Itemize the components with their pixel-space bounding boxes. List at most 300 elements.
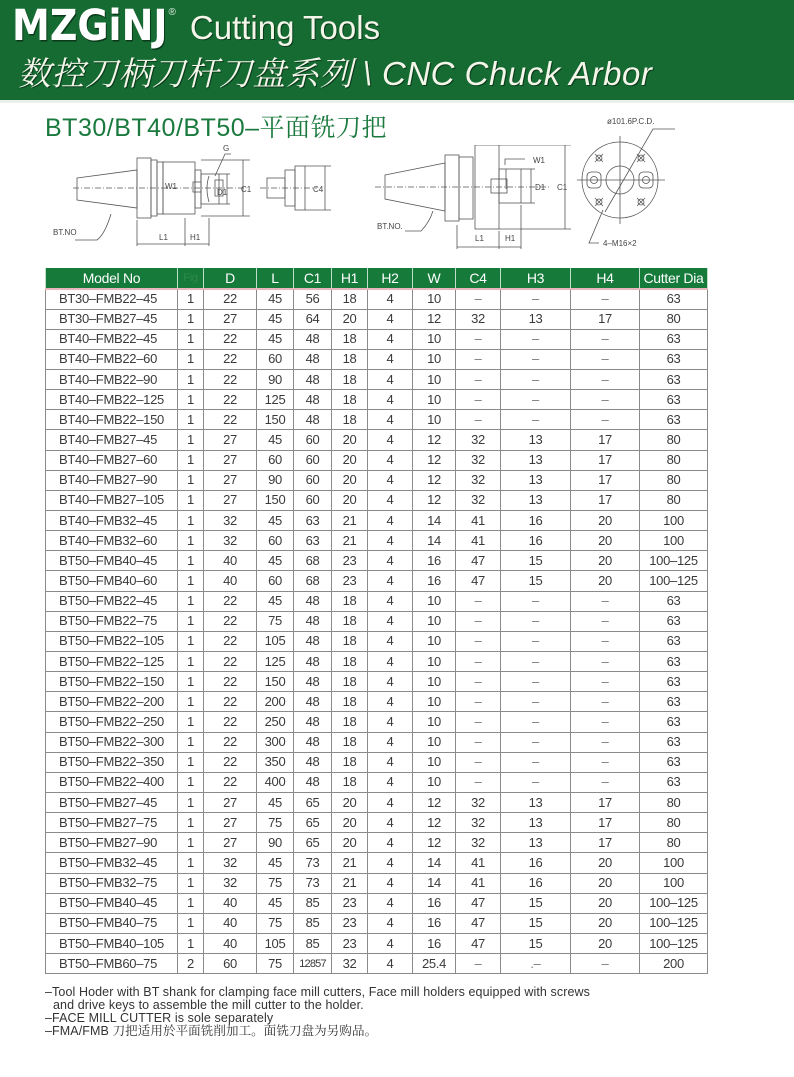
col-header-h4: H4 (571, 268, 640, 289)
cell-c4: 47 (456, 913, 501, 933)
cell-h4: 20 (571, 893, 640, 913)
cell-fig: 1 (178, 631, 204, 651)
cell-l: 75 (257, 873, 294, 893)
cell-fig: 1 (178, 571, 204, 591)
cell-d: 22 (204, 370, 257, 390)
cell-w: 10 (413, 410, 456, 430)
cell-cutter-dia: 100 (640, 531, 708, 551)
cell-h2: 4 (368, 652, 413, 672)
cell-w: 10 (413, 329, 456, 349)
cell-d: 27 (204, 309, 257, 329)
cell-cutter-dia: 63 (640, 591, 708, 611)
cell-h1: 21 (332, 511, 368, 531)
cell-model: BT50–FMB40–45 (46, 893, 178, 913)
cell-cutter-dia: 63 (640, 772, 708, 792)
cell-h3: – (501, 692, 571, 712)
cell-w: 14 (413, 531, 456, 551)
banner-subtitle: 数控刀柄刀杆刀盘系列 \ CNC Chuck Arbor (18, 55, 653, 92)
cell-model: BT50–FMB27–90 (46, 833, 178, 853)
cell-h1: 23 (332, 893, 368, 913)
cell-h3: 16 (501, 511, 571, 531)
cell-w: 16 (413, 551, 456, 571)
cell-c1: 48 (294, 410, 332, 430)
table-row (46, 349, 708, 369)
cell-fig: 1 (178, 490, 204, 510)
cell-w: 10 (413, 692, 456, 712)
cell-h3: 15 (501, 913, 571, 933)
cell-h2: 4 (368, 329, 413, 349)
cell-fig: 1 (178, 732, 204, 752)
cell-w: 14 (413, 511, 456, 531)
cell-h4: 17 (571, 309, 640, 329)
table-row (46, 531, 708, 551)
label-d1: D1 (535, 183, 546, 192)
cell-c4: 32 (456, 833, 501, 853)
cell-h2: 4 (368, 893, 413, 913)
brand-logo: MZGiNJ (12, 0, 168, 51)
cell-fig: 1 (178, 430, 204, 450)
cell-c1: 48 (294, 591, 332, 611)
cell-h3: – (501, 289, 571, 309)
cell-cutter-dia: 100 (640, 853, 708, 873)
cell-h1: 18 (332, 370, 368, 390)
cell-h2: 4 (368, 430, 413, 450)
cell-c1: 60 (294, 430, 332, 450)
cell-d: 40 (204, 571, 257, 591)
cell-h2: 4 (368, 591, 413, 611)
cell-cutter-dia: 63 (640, 752, 708, 772)
cell-c4: 32 (456, 813, 501, 833)
cell-model: BT50–FMB40–60 (46, 571, 178, 591)
cell-c1: 68 (294, 571, 332, 591)
cell-h3: – (501, 410, 571, 430)
cell-l: 300 (257, 732, 294, 752)
cell-h2: 4 (368, 813, 413, 833)
cell-l: 90 (257, 470, 294, 490)
cell-w: 12 (413, 430, 456, 450)
cell-h1: 18 (332, 349, 368, 369)
cell-d: 22 (204, 390, 257, 410)
cell-fig: 1 (178, 591, 204, 611)
cell-h2: 4 (368, 611, 413, 631)
label-h1: H1 (190, 233, 201, 242)
cell-cutter-dia: 63 (640, 410, 708, 430)
cell-h1: 18 (332, 631, 368, 651)
cell-cutter-dia: 63 (640, 370, 708, 390)
cell-c4: – (456, 631, 501, 651)
cell-fig: 1 (178, 329, 204, 349)
cell-h2: 4 (368, 873, 413, 893)
cell-h2: 4 (368, 410, 413, 430)
table-row (46, 370, 708, 390)
cell-c1: 73 (294, 873, 332, 893)
cell-cutter-dia: 100 (640, 511, 708, 531)
table-row (46, 470, 708, 490)
cell-h1: 21 (332, 531, 368, 551)
cell-h4: 20 (571, 511, 640, 531)
cell-l: 90 (257, 370, 294, 390)
cell-c1: 48 (294, 752, 332, 772)
cell-h2: 4 (368, 752, 413, 772)
cell-d: 27 (204, 490, 257, 510)
label-w1: W1 (533, 156, 545, 165)
cell-h2: 4 (368, 370, 413, 390)
cell-h2: 4 (368, 853, 413, 873)
cell-h2: 4 (368, 309, 413, 329)
cell-h3: – (501, 652, 571, 672)
cell-w: 10 (413, 712, 456, 732)
cell-w: 10 (413, 611, 456, 631)
cell-c1: 48 (294, 732, 332, 752)
cell-h1: 18 (332, 772, 368, 792)
cell-model: BT30–FMB27–45 (46, 309, 178, 329)
cell-l: 45 (257, 289, 294, 309)
cell-c1: 60 (294, 470, 332, 490)
col-header-h1: H1 (332, 268, 368, 289)
cell-h4: 17 (571, 470, 640, 490)
cell-h2: 4 (368, 571, 413, 591)
cell-c1: 63 (294, 531, 332, 551)
cell-fig: 1 (178, 672, 204, 692)
cell-h4: 17 (571, 833, 640, 853)
cell-h1: 23 (332, 913, 368, 933)
cell-d: 40 (204, 551, 257, 571)
table-row (46, 813, 708, 833)
cell-w: 16 (413, 893, 456, 913)
cell-model: BT40–FMB27–60 (46, 450, 178, 470)
cell-c1: 48 (294, 370, 332, 390)
col-header-cutter-dia: Cutter Dia (640, 268, 708, 289)
cell-model: BT40–FMB22–60 (46, 349, 178, 369)
cell-w: 10 (413, 370, 456, 390)
cell-w: 16 (413, 934, 456, 954)
cell-model: BT50–FMB22–200 (46, 692, 178, 712)
cell-model: BT40–FMB22–150 (46, 410, 178, 430)
cell-h1: 18 (332, 712, 368, 732)
cell-w: 25.4 (413, 954, 456, 974)
cell-model: BT40–FMB27–90 (46, 470, 178, 490)
fig1-diagram (45, 140, 345, 250)
cell-cutter-dia: 63 (640, 611, 708, 631)
cell-h2: 4 (368, 793, 413, 813)
label-d1: D1 (217, 188, 228, 197)
cell-model: BT50–FMB40–45 (46, 551, 178, 571)
cell-h3: 15 (501, 571, 571, 591)
cell-l: 125 (257, 652, 294, 672)
cell-cutter-dia: 63 (640, 289, 708, 309)
cell-h2: 4 (368, 954, 413, 974)
cell-model: BT30–FMB22–45 (46, 289, 178, 309)
table-row (46, 450, 708, 470)
table-row (46, 833, 708, 853)
cell-h4: 20 (571, 913, 640, 933)
cell-h4: – (571, 611, 640, 631)
cell-w: 10 (413, 631, 456, 651)
cell-h2: 4 (368, 631, 413, 651)
cell-model: BT50–FMB22–75 (46, 611, 178, 631)
cell-fig: 1 (178, 772, 204, 792)
cell-cutter-dia: 80 (640, 793, 708, 813)
cell-h3: – (501, 752, 571, 772)
cell-h3: 13 (501, 490, 571, 510)
cell-model: BT50–FMB22–350 (46, 752, 178, 772)
cell-h2: 4 (368, 772, 413, 792)
cell-w: 10 (413, 390, 456, 410)
cell-h2: 4 (368, 833, 413, 853)
cell-l: 150 (257, 410, 294, 430)
cell-c1: 48 (294, 772, 332, 792)
cell-d: 22 (204, 591, 257, 611)
cell-c4: – (456, 611, 501, 631)
cell-fig: 1 (178, 309, 204, 329)
cell-h1: 18 (332, 611, 368, 631)
cell-cutter-dia: 100–125 (640, 571, 708, 591)
cell-model: BT50–FMB22–400 (46, 772, 178, 792)
cell-l: 45 (257, 893, 294, 913)
cell-h2: 4 (368, 672, 413, 692)
cell-model: BT50–FMB27–45 (46, 793, 178, 813)
cell-c4: 41 (456, 511, 501, 531)
cell-c1: 85 (294, 913, 332, 933)
cell-fig: 1 (178, 450, 204, 470)
cell-model: BT50–FMB60–75 (46, 954, 178, 974)
cell-h3: 13 (501, 430, 571, 450)
cell-c4: – (456, 712, 501, 732)
cell-h1: 18 (332, 692, 368, 712)
table-row (46, 672, 708, 692)
cell-fig: 1 (178, 531, 204, 551)
label-bt-no: BT.NO. (377, 222, 403, 231)
spec-table (45, 268, 708, 974)
cell-c4: 47 (456, 934, 501, 954)
cell-h4: – (571, 672, 640, 692)
cell-fig: 1 (178, 390, 204, 410)
col-header-fig: Fig (178, 268, 204, 289)
cell-h4: – (571, 329, 640, 349)
cell-fig: 1 (178, 611, 204, 631)
cell-d: 22 (204, 410, 257, 430)
cell-fig: 1 (178, 752, 204, 772)
cell-l: 45 (257, 329, 294, 349)
cell-d: 27 (204, 813, 257, 833)
cell-c4: 32 (456, 450, 501, 470)
label-l1: L1 (475, 234, 484, 243)
cell-c1: 48 (294, 712, 332, 732)
cell-l: 75 (257, 611, 294, 631)
cell-c4: – (456, 954, 501, 974)
cell-fig: 1 (178, 833, 204, 853)
table-row (46, 511, 708, 531)
cell-w: 10 (413, 289, 456, 309)
cell-c4: – (456, 672, 501, 692)
cell-h1: 20 (332, 490, 368, 510)
cell-h2: 4 (368, 732, 413, 752)
table-row (46, 571, 708, 591)
cell-cutter-dia: 63 (640, 692, 708, 712)
cell-l: 75 (257, 813, 294, 833)
cell-c1: 48 (294, 692, 332, 712)
cell-h4: 20 (571, 571, 640, 591)
cell-d: 32 (204, 511, 257, 531)
cell-h3: – (501, 732, 571, 752)
cell-c4: 47 (456, 893, 501, 913)
cell-h1: 18 (332, 672, 368, 692)
cell-cutter-dia: 80 (640, 450, 708, 470)
cell-model: BT50–FMB22–45 (46, 591, 178, 611)
cell-fig: 1 (178, 370, 204, 390)
cell-h4: – (571, 349, 640, 369)
cell-h3: 13 (501, 470, 571, 490)
cell-fig: 1 (178, 712, 204, 732)
cell-fig: 1 (178, 511, 204, 531)
cell-h4: 17 (571, 490, 640, 510)
note-line: –Tool Hoder with BT shank for clamping face mill cutters, Face mill holders equipped with screws (45, 985, 591, 999)
cell-d: 22 (204, 611, 257, 631)
cell-l: 45 (257, 591, 294, 611)
cell-fig: 1 (178, 410, 204, 430)
table-row (46, 893, 708, 913)
table-row (46, 934, 708, 954)
cell-fig: 1 (178, 470, 204, 490)
cell-l: 125 (257, 390, 294, 410)
cell-fig: 1 (178, 873, 204, 893)
cell-h4: – (571, 631, 640, 651)
cell-h2: 4 (368, 511, 413, 531)
cell-d: 32 (204, 873, 257, 893)
cell-w: 12 (413, 490, 456, 510)
cell-model: BT40–FMB27–45 (46, 430, 178, 450)
cell-h1: 20 (332, 470, 368, 490)
cell-c1: 48 (294, 631, 332, 651)
cell-cutter-dia: 80 (640, 490, 708, 510)
table-row (46, 732, 708, 752)
cell-h3: 16 (501, 873, 571, 893)
cell-fig: 1 (178, 913, 204, 933)
cell-h3: 15 (501, 551, 571, 571)
cell-h1: 18 (332, 652, 368, 672)
notes (45, 986, 590, 1038)
cell-fig: 1 (178, 853, 204, 873)
cell-c4: – (456, 591, 501, 611)
cell-d: 60 (204, 954, 257, 974)
cell-d: 27 (204, 470, 257, 490)
cell-h3: – (501, 370, 571, 390)
cell-h4: – (571, 954, 640, 974)
cell-cutter-dia: 80 (640, 813, 708, 833)
cell-h1: 23 (332, 571, 368, 591)
table-row (46, 490, 708, 510)
cell-c4: 32 (456, 470, 501, 490)
cell-l: 45 (257, 511, 294, 531)
cell-fig: 1 (178, 551, 204, 571)
cell-h3: 13 (501, 813, 571, 833)
cell-d: 27 (204, 833, 257, 853)
table-row (46, 913, 708, 933)
cell-w: 16 (413, 571, 456, 591)
cell-c1: 48 (294, 390, 332, 410)
cell-h2: 4 (368, 289, 413, 309)
cell-h1: 20 (332, 833, 368, 853)
cell-h3: 15 (501, 934, 571, 954)
cell-model: BT50–FMB22–125 (46, 652, 178, 672)
cell-h1: 21 (332, 873, 368, 893)
cell-h1: 23 (332, 934, 368, 954)
cell-h1: 20 (332, 813, 368, 833)
brand-tagline: Cutting Tools (189, 9, 381, 46)
table-row (46, 793, 708, 813)
cell-fig: 1 (178, 934, 204, 954)
label-h1: H1 (505, 234, 516, 243)
cell-h3: 15 (501, 893, 571, 913)
col-header-c4: C4 (456, 268, 501, 289)
cell-c1: 65 (294, 813, 332, 833)
cell-cutter-dia: 63 (640, 732, 708, 752)
cell-l: 60 (257, 349, 294, 369)
cell-h4: 20 (571, 551, 640, 571)
label-pcd: ø101.6P.C.D. (607, 117, 655, 126)
cell-w: 10 (413, 772, 456, 792)
cell-h3: 13 (501, 793, 571, 813)
cell-w: 12 (413, 813, 456, 833)
cell-w: 10 (413, 752, 456, 772)
cell-model: BT40–FMB32–60 (46, 531, 178, 551)
cell-c1: 64 (294, 309, 332, 329)
cell-w: 10 (413, 591, 456, 611)
table-row (46, 611, 708, 631)
col-header-model: Model No (46, 268, 178, 289)
cell-w: 10 (413, 652, 456, 672)
cell-d: 22 (204, 652, 257, 672)
cell-model: BT40–FMB22–45 (46, 329, 178, 349)
cell-h4: – (571, 591, 640, 611)
cell-l: 45 (257, 551, 294, 571)
fig2-diagram (375, 145, 585, 250)
col-header-c1: C1 (294, 268, 332, 289)
cell-w: 14 (413, 853, 456, 873)
cell-h1: 23 (332, 551, 368, 571)
label-c1: C1 (241, 185, 252, 194)
cell-d: 22 (204, 692, 257, 712)
cell-c4: 41 (456, 873, 501, 893)
cell-h3: – (501, 712, 571, 732)
cell-w: 12 (413, 309, 456, 329)
cell-model: BT50–FMB22–250 (46, 712, 178, 732)
cell-w: 12 (413, 470, 456, 490)
cell-model: BT50–FMB27–75 (46, 813, 178, 833)
cell-fig: 1 (178, 793, 204, 813)
cell-h2: 4 (368, 692, 413, 712)
cell-fig: 1 (178, 349, 204, 369)
cell-fig: 1 (178, 289, 204, 309)
cell-model: BT40–FMB27–105 (46, 490, 178, 510)
cell-c1: 48 (294, 652, 332, 672)
cell-cutter-dia: 63 (640, 329, 708, 349)
cell-model: BT40–FMB32–45 (46, 511, 178, 531)
cell-c4: 32 (456, 793, 501, 813)
cell-model: BT40–FMB22–125 (46, 390, 178, 410)
header-banner (0, 0, 794, 100)
cell-l: 400 (257, 772, 294, 792)
cell-h1: 20 (332, 430, 368, 450)
cell-l: 60 (257, 531, 294, 551)
table-row (46, 772, 708, 792)
cell-model: BT50–FMB22–105 (46, 631, 178, 651)
cell-cutter-dia: 80 (640, 430, 708, 450)
cell-h3: – (501, 611, 571, 631)
cell-d: 22 (204, 349, 257, 369)
cell-l: 75 (257, 954, 294, 974)
table-row (46, 591, 708, 611)
